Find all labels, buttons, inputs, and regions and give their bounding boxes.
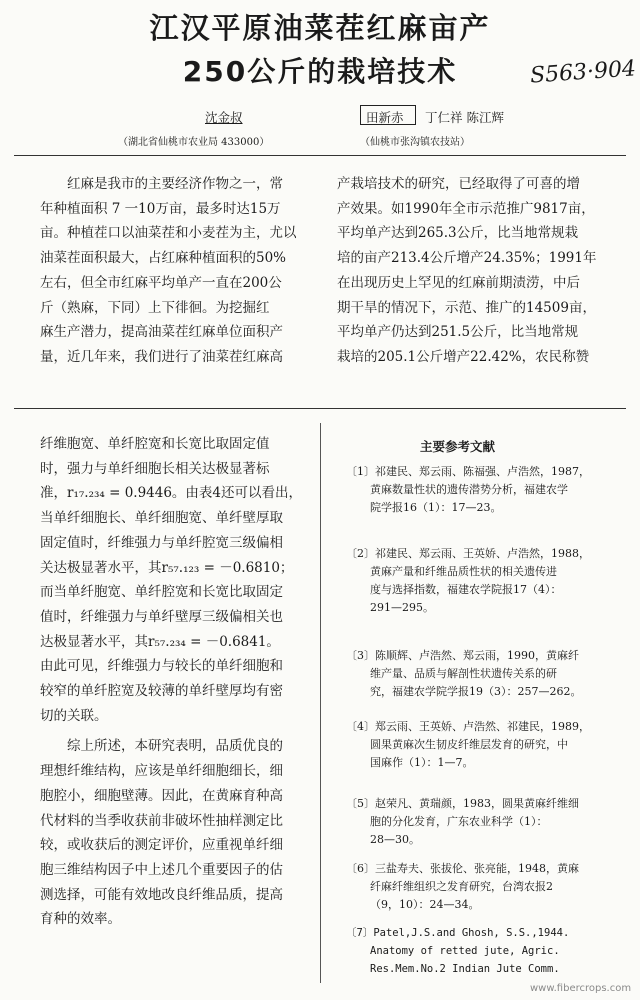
reference-item bbox=[346, 545, 630, 617]
reference-line: 28—30。 bbox=[370, 833, 420, 846]
reference-line: 维产量、品质与解剖性状遗传关系的研 bbox=[370, 667, 557, 680]
site-watermark: www.fibercrops.com bbox=[530, 983, 632, 994]
body-line: 较窄的单纤腔宽及较薄的单纤壁厚均有密 bbox=[40, 683, 283, 700]
body-line: 纤维胞宽、单纤腔宽和长宽比取固定值 bbox=[40, 436, 270, 452]
reference-line: 〔1〕祁建民、郑云雨、陈福强、卢浩然，1987， bbox=[346, 465, 590, 478]
paper-title-line-2: 250公斤的栽培技术 bbox=[182, 55, 458, 88]
body-line: 而当单纤胞宽、单纤腔宽和长宽比取固定 bbox=[40, 584, 283, 601]
body-line: 测选择，可能有效地改良纤维品质，提高 bbox=[40, 886, 283, 903]
intro-right-column bbox=[337, 172, 627, 370]
body-line: 综上所述，本研究表明，品质优良的 bbox=[67, 738, 283, 755]
intro-right-line: 在出现历史上罕见的红麻前期渍涝，中后 bbox=[337, 274, 580, 291]
section-divider-rule bbox=[14, 408, 626, 409]
intro-left-line: 油菜茬面积最大，占红麻种植面积的50% bbox=[40, 250, 287, 267]
reference-line: 圆果黄麻次生韧皮纤维层发育的研究，中 bbox=[370, 738, 568, 751]
body-line: 胞三维结构因子中上述几个重要因子的估 bbox=[40, 861, 283, 878]
reference-line: 〔5〕赵荣凡、黄瑞颜，1983，圆果黄麻纤维细 bbox=[346, 797, 579, 810]
handwritten-classification-number: S563·904 bbox=[529, 56, 637, 89]
body-line: 切的关联。 bbox=[40, 707, 108, 724]
intro-right-line: 平均单产仍达到251.5公斤，比当地常规 bbox=[337, 324, 579, 341]
intro-right-line: 产栽培技术的研究，已经取得了可喜的增 bbox=[337, 176, 580, 192]
body-line: 准，r₁₇.₂₃₄ = 0.9446。由表4还可以看出， bbox=[40, 485, 303, 502]
reference-line: 〔4〕郑云雨、王英娇、卢浩然、祁建民，1989， bbox=[346, 720, 590, 733]
body-line: 较，或收获后的测定评价，应重视单纤细 bbox=[40, 837, 283, 854]
reference-item bbox=[346, 924, 630, 978]
body-left-column bbox=[40, 432, 312, 932]
body-line: 固定值时，纤维强力与单纤腔宽三级偏相 bbox=[40, 534, 283, 551]
intro-left-line: 亩。种植茬口以油菜茬和小麦茬为主，尤以 bbox=[40, 225, 297, 242]
paper-title-line-1: 江汉平原油菜茬红麻亩产 bbox=[149, 11, 491, 45]
intro-left-line: 年种植面积 7 一10万亩，最多时达15万 bbox=[40, 200, 281, 217]
reference-item bbox=[346, 860, 630, 914]
body-line: 值时，纤维强力与单纤壁厚三级偏相关也 bbox=[40, 608, 283, 625]
reference-line: 黄麻数量性状的遗传潜势分析，福建农学 bbox=[370, 483, 568, 496]
body-line: 当单纤细胞长、单纤细胞宽、单纤壁厚取 bbox=[40, 510, 283, 527]
reference-item bbox=[346, 647, 630, 701]
reference-item bbox=[346, 463, 630, 517]
intro-left-column bbox=[40, 172, 320, 370]
reference-line: 黄麻产量和纤维品质性状的相关遗传进 bbox=[370, 565, 557, 578]
reference-line: Res.Mem.No.2 Indian Jute Comm. bbox=[370, 963, 560, 975]
intro-left-line: 量，近几年来，我们进行了油菜茬红麻高 bbox=[40, 348, 283, 365]
reference-line: 〔3〕陈顺辉、卢浩然、郑云雨，1990，黄麻纤 bbox=[346, 649, 579, 662]
reference-line: （9，10）：24—34。 bbox=[370, 898, 480, 911]
body-line: 胞腔小，细胞壁薄。因此，在黄麻育种高 bbox=[40, 787, 283, 804]
intro-left-line: 麻生产潜力，提高油菜茬红麻单位面积产 bbox=[40, 324, 283, 341]
intro-right-line: 期干旱的情况下，示范、推广的14509亩， bbox=[337, 299, 596, 316]
body-line: 关达极显著水平，其r₅₇.₁₂₃ = －0.6810； bbox=[40, 559, 294, 576]
reference-line: 291—295。 bbox=[370, 601, 434, 614]
body-line: 代材料的当季收获前非破坏性抽样测定比 bbox=[40, 812, 283, 829]
body-line: 由此可见，纤维强力与较长的单纤细胞和 bbox=[40, 658, 283, 675]
author-left-affiliation: （湖北省仙桃市农业局 433000） bbox=[118, 137, 270, 148]
author-left-name: 沈金叔 bbox=[205, 110, 243, 125]
reference-item bbox=[346, 795, 630, 849]
reference-line: Anatomy of retted jute, Agric. bbox=[370, 945, 560, 957]
column-divider bbox=[320, 423, 321, 983]
reference-line: 国麻作（1）：1—7。 bbox=[370, 756, 474, 769]
reference-line: 度与选择指数，福建农学院报17（4）： bbox=[370, 583, 562, 596]
author-right-coauthors: 丁仁祥 陈江辉 bbox=[425, 110, 504, 125]
references-title: 主要参考文献 bbox=[420, 439, 496, 454]
intro-left-line: 左右，但全市红麻平均单产一直在200公 bbox=[40, 274, 282, 291]
reference-line: 胞的分化发育，广东农业科学（1）： bbox=[370, 815, 548, 828]
body-line: 时，强力与单纤细胞长相关达极显著标 bbox=[40, 460, 270, 477]
intro-right-line: 栽培的205.1公斤增产22.42%，农民称赞 bbox=[337, 348, 590, 365]
reference-line: 〔6〕三盐寿夫、张拔伦、张亮能，1948，黄麻 bbox=[346, 862, 579, 875]
reference-line: 究，福建农学院学报19（3）：257—262。 bbox=[370, 685, 582, 698]
top-rule bbox=[14, 155, 626, 156]
author-right-affiliation: （仙桃市张沟镇农技站） bbox=[360, 137, 470, 148]
body-line: 理想纤维结构，应该是单纤细胞细长，细 bbox=[40, 763, 283, 780]
intro-right-line: 平均单产达到265.3公斤，比当地常规栽 bbox=[337, 225, 579, 242]
intro-left-line: 斤（熟麻，下同）上下徘徊。为挖掘红 bbox=[40, 299, 270, 316]
intro-right-line: 产效果。如1990年全市示范推广9817亩， bbox=[337, 200, 595, 217]
reference-line: 〔7〕Patel,J.S.and Ghosh, S.S.,1944. bbox=[346, 927, 570, 939]
reference-line: 纤麻纤维组织之发育研究，台湾农报2 bbox=[370, 880, 553, 893]
reference-item bbox=[346, 718, 630, 772]
reference-line: 院学报16（1）：17—23。 bbox=[370, 501, 502, 514]
author-right-name: 田新赤 bbox=[366, 110, 404, 125]
intro-left-line: 红麻是我市的主要经济作物之一，常 bbox=[67, 176, 283, 192]
reference-line: 〔2〕祁建民、郑云雨、王英娇、卢浩然，1988， bbox=[346, 547, 590, 560]
body-line: 育种的效率。 bbox=[40, 911, 121, 928]
body-line: 达极显著水平，其r₅₇.₂₃₄ = －0.6841。 bbox=[40, 633, 280, 650]
intro-right-line: 培的亩产213.4公斤增产24.35%；1991年 bbox=[337, 250, 597, 267]
